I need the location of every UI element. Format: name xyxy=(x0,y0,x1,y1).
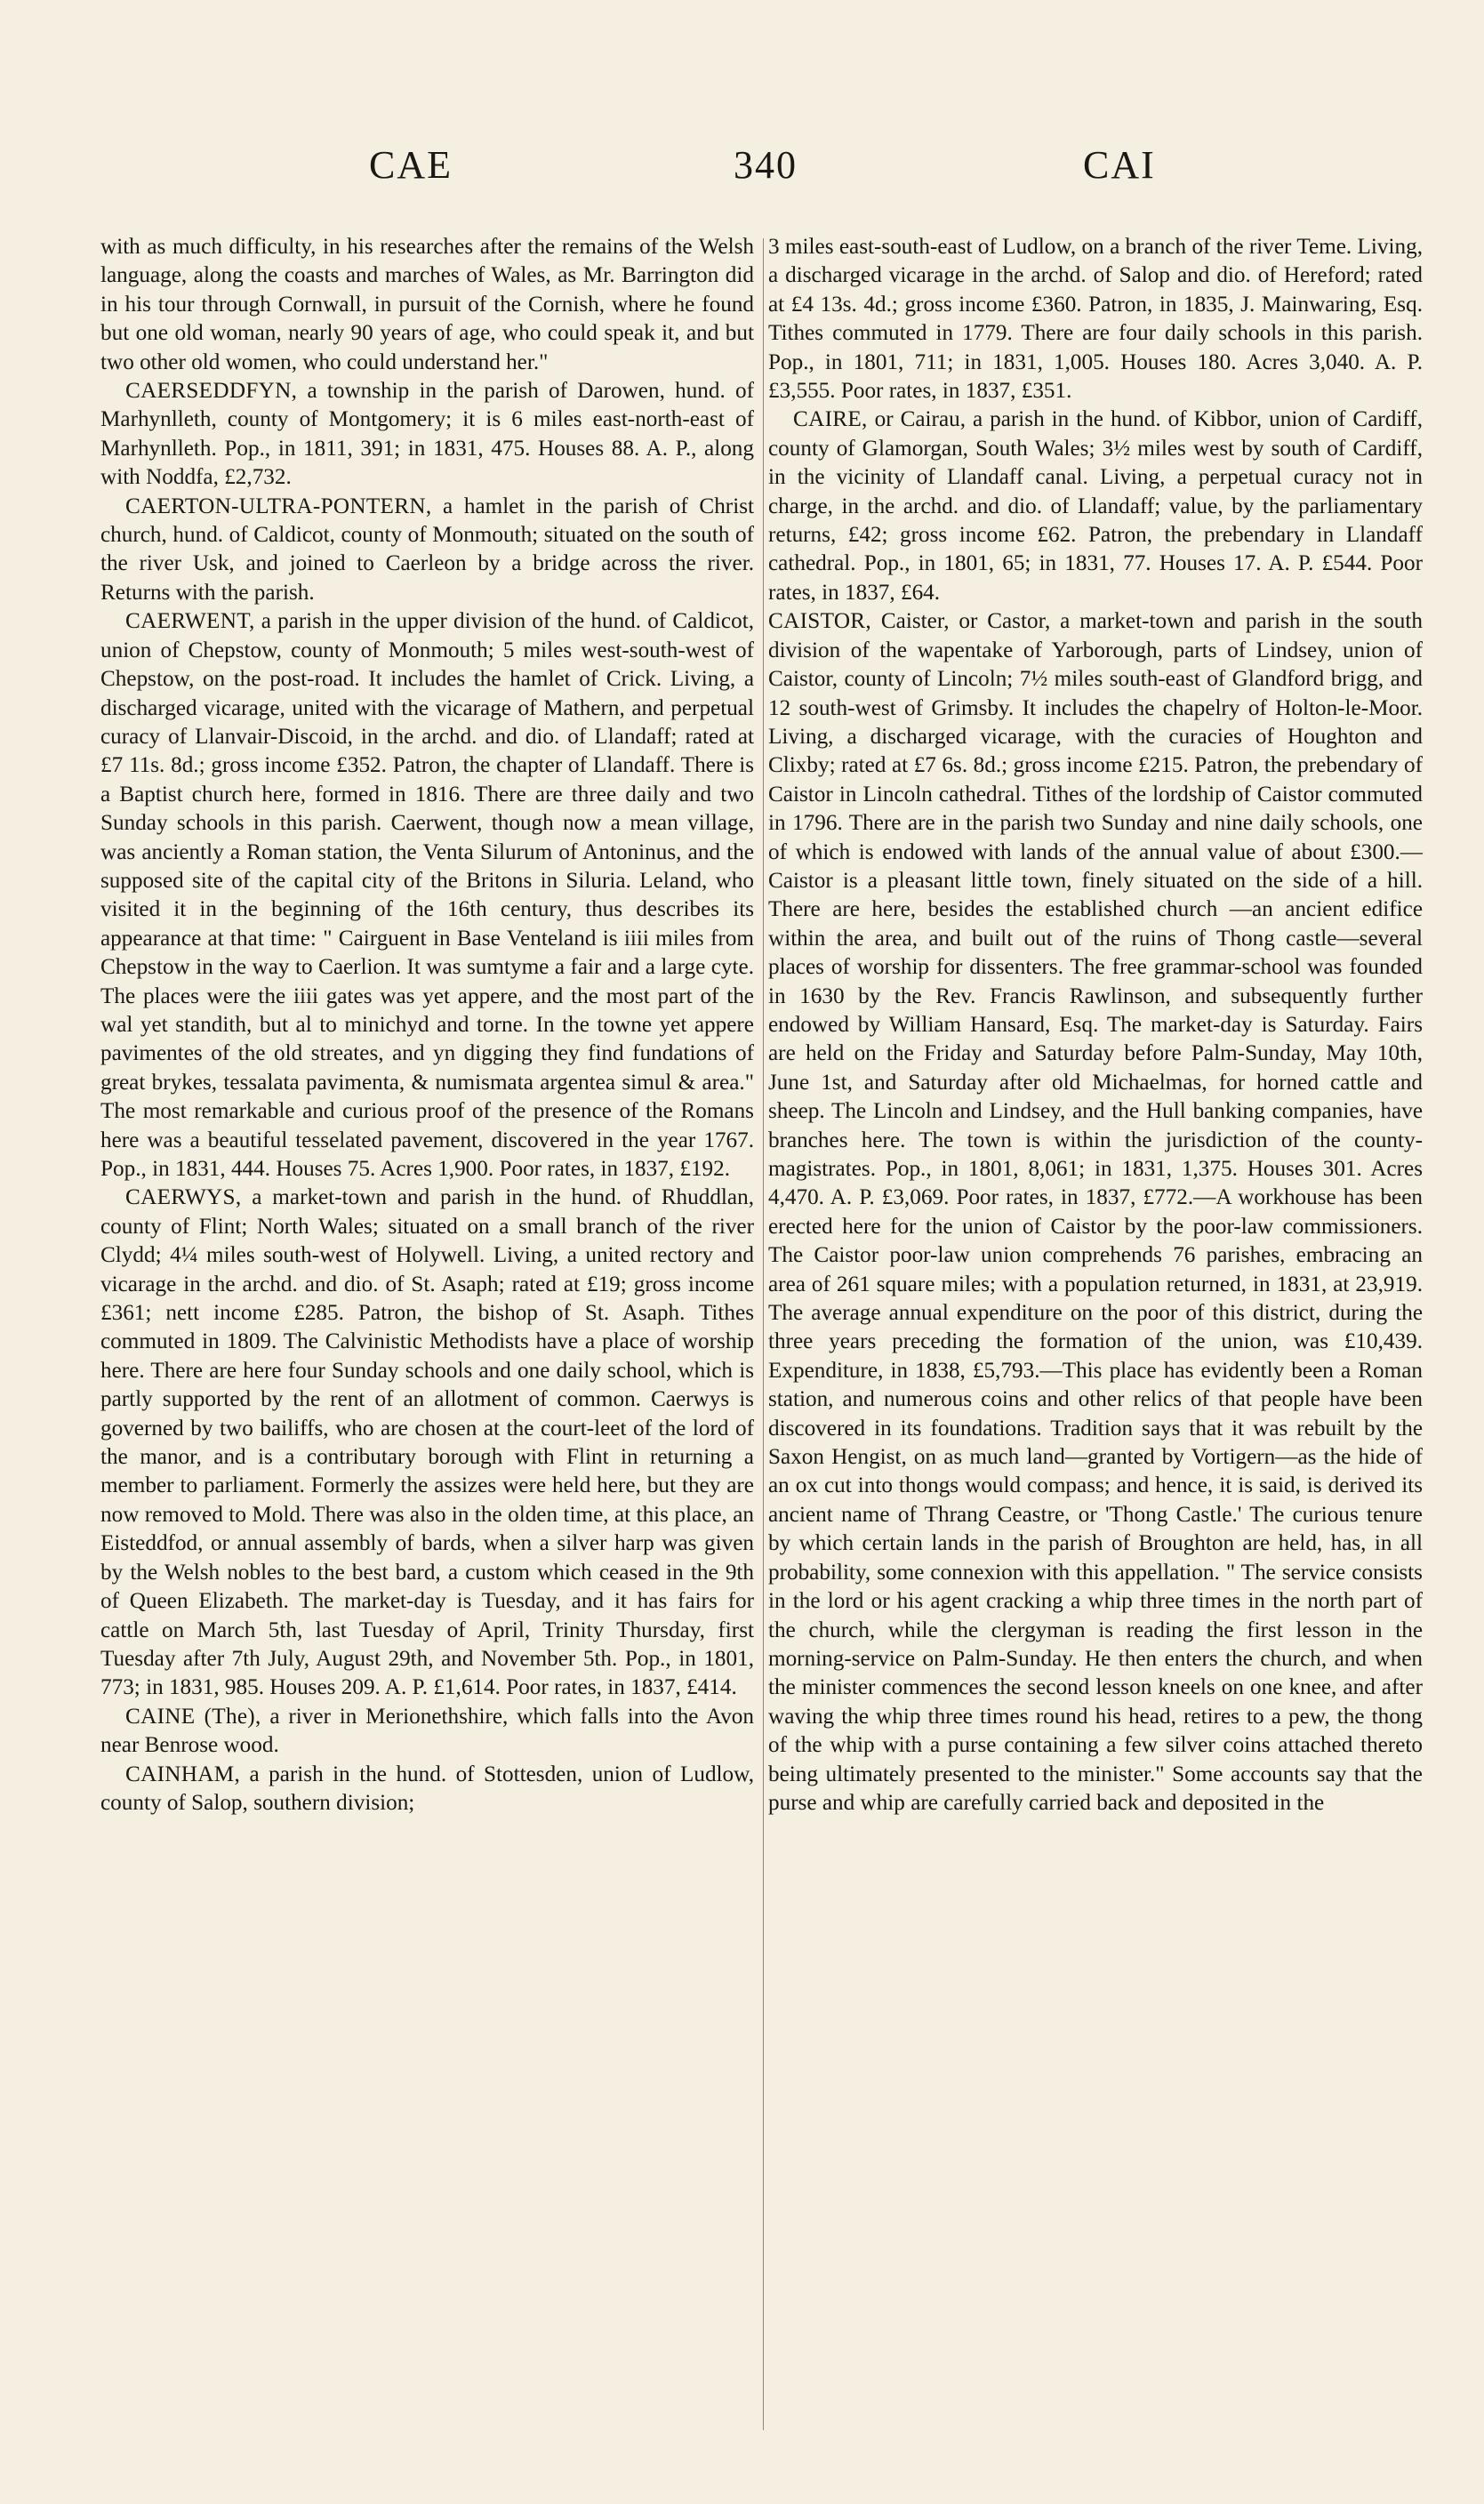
gazetteer-entry xyxy=(768,607,1423,1818)
entry-text: a township in the parish of Darowen, hund. of Marhynlleth, county of Montgomery; it is 6 miles east-north-east of Marhynlleth. Pop., in 1811, 391; in 1831, 475. Houses 88. A. P., along with Noddfa, £2,732. xyxy=(100,379,754,490)
header-right-guide-word: CAI xyxy=(1083,143,1156,187)
entry-headword: CAINHAM, xyxy=(125,1762,241,1786)
entry-text: a hamlet in the parish of Christ church, hund. of Caldicot, county of Monmouth; situated on the south of the river Usk, and joined to Caerleon by a bridge across the river. Returns with the parish. xyxy=(100,494,754,605)
entry-text: or Cairau, a parish in the hund. of Kibbor, union of Cardiff, county of Glamorgan, South Wales; 3½ miles west by south of Cardiff, in the vicinity of Llandaff canal. Living, a perpetual curacy not in charge, in the archd. and dio. of Llandaff; value, by the parliamentary returns, £42; gross income £62. Patron, the prebendary in Llandaff cathedral. Pop., in 1801, 65; in 1831, 77. Houses 17. A. P. £544. Poor rates, in 1837, £64. xyxy=(768,407,1423,605)
gazetteer-entry xyxy=(100,1184,754,1702)
gazetteer-entry xyxy=(768,233,1423,405)
gazetteer-entry xyxy=(100,377,754,493)
gazetteer-entry xyxy=(100,1703,754,1761)
entry-text: Caister, or Castor, a market-town and parish in the south division of the wapentake of Yarborough, parts of Lindsey, union of Caistor, county of Lincoln; 7½ miles south-east of Glandford brigg, and 12 south-west of Grimsby. It includes the chapelry of Holton-le-Moor. Living, a discharged vicarage, with the curacies of Houghton and Clixby; rated at £7 6s. 8d.; gross income £215. Patron, the prebendary of Caistor in Lincoln cathedral. Tithes of the lordship of Caistor commuted in 1796. There are in the parish two Sunday and nine daily schools, one of which is endowed with lands of the annual value of about £300.—Caistor is a pleasant little town, finely situated on the side of a hill. There are here, besides the established church —an ancient edifice within the area, and built out of the ruins of Thong castle—several places of worship for dissenters. The free grammar-school was founded in 1630 by the Rev. Francis Rawlinson, and subsequently further endowed by William Hansard, Esq. The market-day is Saturday. Fairs are held on the Friday and Saturday before Palm-Sunday, May 10th, June 1st, and Saturday after old Michaelmas, for horned cattle and sheep. The Lincoln and Lindsey, and the Hull banking companies, have branches here. The town is within the jurisdiction of the county-magistrates. Pop., in 1801, 8,061; in 1831, 1,375. Houses 301. Acres 4,470. A. P. £3,069. Poor rates, in 1837, £772.—A workhouse has been erected here for the union of Caistor by the poor-law commissioners. The Caistor poor-law union comprehends 76 parishes, embracing an area of 261 square miles; with a population returned, in 1831, at 23,919. The average annual expenditure on the poor of this district, during the three years preceding the formation of the union, was £10,439. Expenditure, in 1838, £5,793.—This place has evidently been a Roman station, and numerous coins and other relics of that people have been discovered in its foundations. Tradition says that it was rebuilt by the Saxon Hengist, on as much land—granted by Vortigern—as the hide of an ox cut into thongs would compass; and hence, it is said, is derived its ancient name of Thrang Ceastre, or 'Thong Castle.' The curious tenure by which certain lands in the parish of Broughton are held, has, in all probability, some connexion with this appellation. " The service consists in the lord or his agent cracking a whip three times in the north part of the church, while the clergyman is reading the first lesson in the morning-service on Palm-Sunday. He then enters the church, and when the minister commences the second lesson kneels on one knee, and after waving the whip three times round his head, retires to a pew, the thong of the whip with a purse containing a few silver coins attached thereto being ultimately presented to the minister." Some accounts say that the purse and whip are carefully carried back and deposited in the xyxy=(768,609,1423,1815)
right-column xyxy=(768,233,1423,1818)
entry-text: a parish in the upper division of the hund. of Caldicot, union of Chepstow, county of Monmouth; 5 miles west-south-west of Chepstow, on the post-road. It includes the hamlet of Crick. Living, a discharged vicarage, united with the vicarage of Mathern, and perpetual curacy of Llanvair-Discoid, in the archd. and dio. of Llandaff; rated at £7 11s. 8d.; gross income £352. Patron, the chapter of Llandaff. There is a Baptist church here, formed in 1816. There are three daily and two Sunday schools in this parish. Caerwent, though now a mean village, was anciently a Roman station, the Venta Silurum of Antoninus, and the supposed site of the capital city of the Britons in Siluria. Leland, who visited it in the beginning of the 16th century, thus describes its appearance at that time: " Cairguent in Base Venteland is iiii miles from Chepstow in the way to Caerlion. It was sumtyme a fair and a large cyte. The places were the iiii gates was yet appere, and the most part of the wal yet standith, but al to minichyd and torne. In the towne yet appere pavimentes of the old streates, and yn digging they find fundations of great brykes, tessalata pavimenta, & numismata argentea simul & area." The most remarkable and curious proof of the presence of the Romans here was a beautiful tesselated pavement, discovered in the year 1767. Pop., in 1831, 444. Houses 75. Acres 1,900. Poor rates, in 1837, £192. xyxy=(100,609,754,1181)
gazetteer-entry xyxy=(100,607,754,1184)
entry-headword: CAERTON-ULTRA-PONTERN, xyxy=(125,494,432,518)
entry-text: with as much difficulty, in his researches after the remains of the Welsh language, along the coasts and marches of Wales, as Mr. Barrington did in his tour through Cornwall, in pursuit of the Cornish, where he found but one old woman, nearly 90 years of age, who could speak it, and but two other old women, who could understand her." xyxy=(100,235,754,374)
entry-text: a market-town and parish in the hund. of Rhuddlan, county of Flint; North Wales; situated on a small branch of the river Clydd; 4¼ miles south-west of Holywell. Living, a united rectory and vicarage in the archd. and dio. of St. Asaph; rated at £19; gross income £361; nett income £285. Patron, the bishop of St. Asaph. Tithes commuted in 1809. The Calvinistic Methodists have a place of worship here. There are here four Sunday schools and one daily school, which is partly supported by the rent of an allotment of common. Caerwys is governed by two bailiffs, who are chosen at the court-leet of the lord of the manor, and is a contributary borough with Flint in returning a member to parliament. Formerly the assizes were held here, but they are now removed to Mold. There was also in the olden time, at this place, an Eisteddfod, or annual assembly of bards, when a silver harp was given by the Welsh nobles to the best bard, a custom which ceased in the 9th of Queen Elizabeth. The market-day is Tuesday, and it has fairs for cattle on March 5th, last Tuesday of April, Trinity Thursday, first Tuesday after 7th July, August 29th, and November 5th. Pop., in 1801, 773; in 1831, 985. Houses 209. A. P. £1,614. Poor rates, in 1837, £414. xyxy=(100,1185,754,1700)
page-number: 340 xyxy=(734,143,798,187)
entry-headword: CAERWENT, xyxy=(125,609,255,634)
entry-headword: CAERSEDDFYN, xyxy=(125,379,298,404)
page-header xyxy=(98,142,1414,196)
entry-text: a river in Merionethshire, which falls into the Avon near Benrose wood. xyxy=(100,1704,754,1758)
gazetteer-entry xyxy=(100,1761,754,1818)
gazetteer-entry xyxy=(768,405,1423,607)
header-left-guide-word: CAE xyxy=(369,143,453,187)
entry-text: a parish in the hund. of Stottesden, union of Ludlow, county of Salop, southern division; xyxy=(100,1762,754,1815)
left-column xyxy=(100,233,754,1818)
column-divider xyxy=(763,238,764,2430)
entry-headword: CAISTOR, xyxy=(768,609,872,634)
entry-headword: CAIRE, xyxy=(793,407,868,432)
gazetteer-entry xyxy=(100,493,754,608)
entry-headword: CAINE (The), xyxy=(125,1704,261,1729)
gazetteer-entry xyxy=(100,233,754,377)
entry-text: 3 miles east-south-east of Ludlow, on a branch of the river Teme. Living, a discharged vicarage in the archd. of Salop and dio. of Hereford; rated at £4 13s. 4d.; gross income £360. Patron, in 1835, J. Mainwaring, Esq. Tithes commuted in 1779. There are four daily schools in this parish. Pop., in 1801, 711; in 1831, 1,005. Houses 180. Acres 3,040. A. P. £3,555. Poor rates, in 1837, £351. xyxy=(768,235,1423,404)
entry-headword: CAERWYS, xyxy=(125,1185,242,1210)
